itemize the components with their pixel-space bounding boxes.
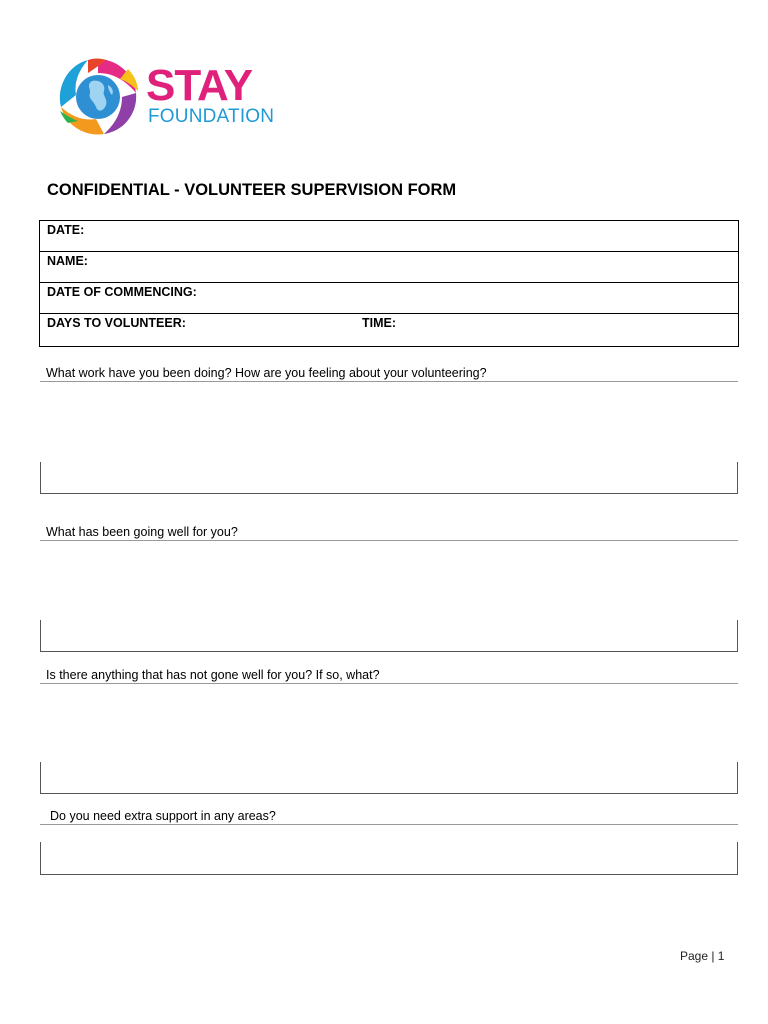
answer-box-2[interactable] — [40, 620, 738, 652]
logo-wordmark-stay: STAY — [146, 61, 253, 110]
days-to-volunteer-label: DAYS TO VOLUNTEER: — [47, 316, 186, 330]
logo-wordmark-foundation: FOUNDATION — [148, 106, 275, 127]
name-label: NAME: — [47, 254, 88, 268]
form-title: CONFIDENTIAL - VOLUNTEER SUPERVISION FORM — [47, 181, 457, 199]
question-2: What has been going well for you? — [46, 525, 238, 539]
name-row[interactable] — [40, 252, 738, 283]
date-of-commencing-label: DATE OF COMMENCING: — [47, 285, 197, 299]
page-number: Page | 1 — [680, 949, 725, 963]
days-time-row[interactable] — [40, 314, 738, 346]
question-4-divider — [40, 824, 738, 825]
question-3: Is there anything that has not gone well for you? If so, what? — [46, 668, 380, 682]
answer-box-4[interactable] — [40, 842, 738, 875]
globe-hands-logo-icon — [56, 55, 140, 137]
date-of-commencing-row[interactable] — [40, 283, 738, 314]
date-label: DATE: — [47, 223, 85, 237]
time-label: TIME: — [362, 316, 397, 330]
question-1-divider — [40, 381, 738, 382]
question-1: What work have you been doing? How are you feeling about your volunteering? — [46, 366, 487, 380]
date-row[interactable] — [40, 221, 738, 252]
stay-foundation-logo — [56, 55, 296, 137]
question-4: Do you need extra support in any areas? — [50, 809, 276, 823]
answer-box-3[interactable] — [40, 762, 738, 794]
details-table — [39, 220, 739, 347]
question-2-divider — [40, 540, 738, 541]
question-3-divider — [40, 683, 738, 684]
answer-box-1[interactable] — [40, 462, 738, 494]
